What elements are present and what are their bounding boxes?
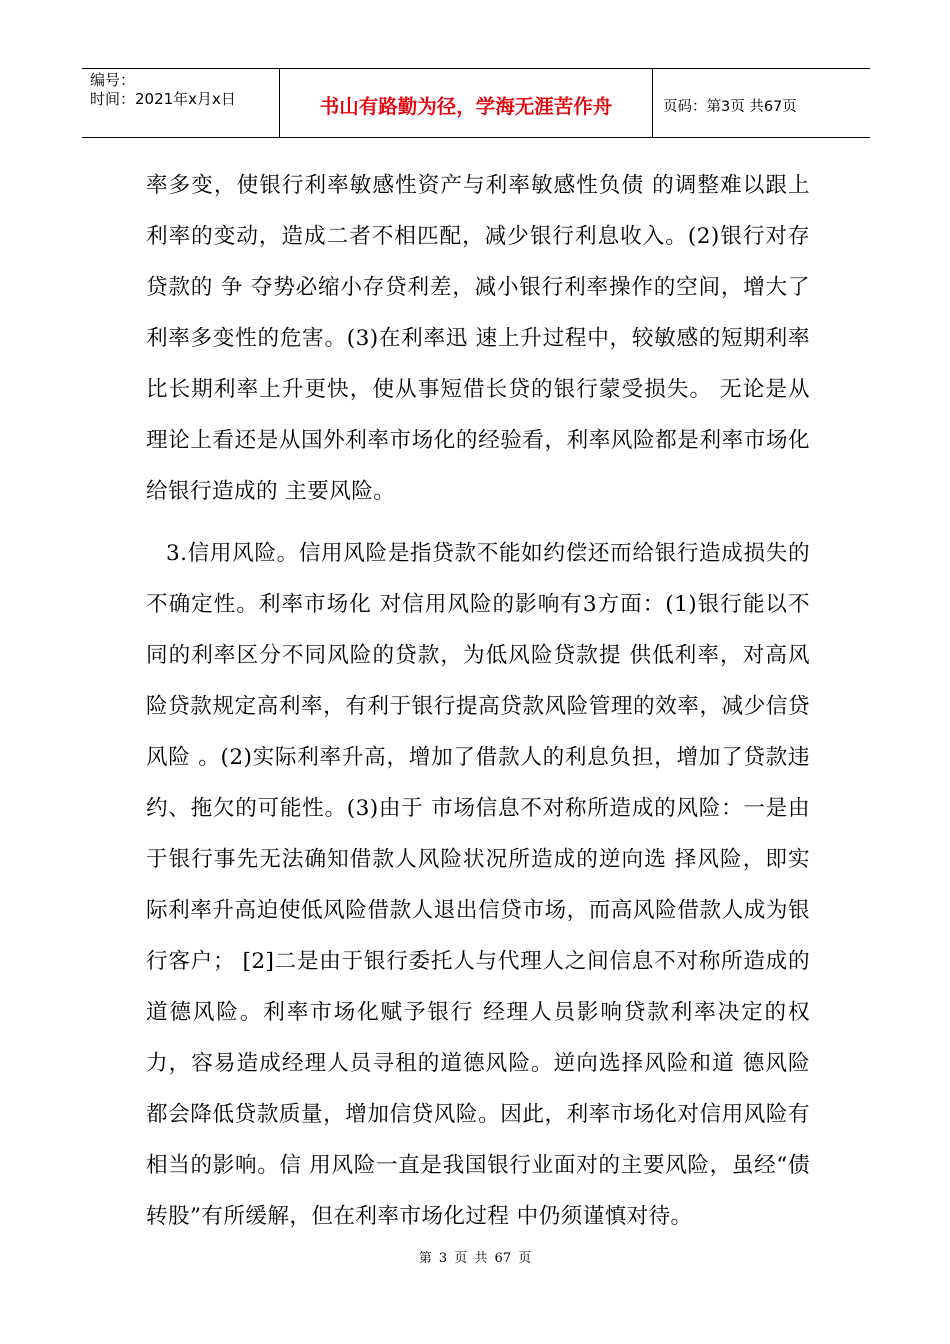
header-page-info: 页码：第3页 共67页 bbox=[663, 98, 797, 115]
header-motto: 书山有路勤为径，学海无涯苦作舟 bbox=[280, 69, 653, 137]
page-header bbox=[82, 68, 870, 138]
header-meta bbox=[82, 69, 280, 137]
document-time-label: 时间：2021年x月x日 bbox=[90, 90, 236, 108]
paragraph-interest-rate-risk: 率多变，使银行利率敏感性资产与利率敏感性负债 的调整难以跟上利率的变动，造成二者不相匹配，减少银行利息收入。(2)银行对存贷款的 争 夺势必缩小存贷利差，减小银行利率操作的空间，增大了利率多变性的危害。(3)在利率迅 速上升过程中，较敏感的短期利率比长期利率上升更快，使从事短借长贷的银行蒙受损失。 无论是从理论上看还是从国外利率市场化的经验看，利率风险都是利率市场化给银行造成的 主要风险。 bbox=[146, 173, 810, 504]
paragraph-credit-risk: 3.信用风险。信用风险是指贷款不能如约偿还而给银行造成损失的不确定性。利率市场化 对信用风险的影响有3方面：(1)银行能以不同的利率区分不同风险的贷款，为低风险贷款提 供低利率，对高风险贷款规定高利率，有利于银行提高贷款风险管理的效率，减少信贷风险 。(2)实际利率升高，增加了借款人的利息负担，增加了贷款违约、拖欠的可能性。(3)由于 市场信息不对称所造成的风险：一是由于银行事先无法确知借款人风险状况所造成的逆向选 择风险，即实际利率升高迫使低风险借款人退出信贷市场，而高风险借款人成为银行客户； [2]二是由于银行委托人与代理人之间信息不对称所造成的道德风险。利率市场化赋予银行 经理人员影响贷款利率决定的权力，容易造成经理人员寻租的道德风险。逆向选择风险和道 德风险都会降低贷款质量，增加信贷风险。因此，利率市场化对信用风险有相当的影响。信 用风险一直是我国银行业面对的主要风险，虽经“债转股”有所缓解，但在利率市场化过程 中仍须谨慎对待。 bbox=[146, 541, 810, 1229]
page-footer: 第 3 页 共 67 页 bbox=[418, 1251, 532, 1266]
document-number-label: 编号： bbox=[90, 71, 136, 89]
document-body bbox=[146, 160, 810, 1242]
